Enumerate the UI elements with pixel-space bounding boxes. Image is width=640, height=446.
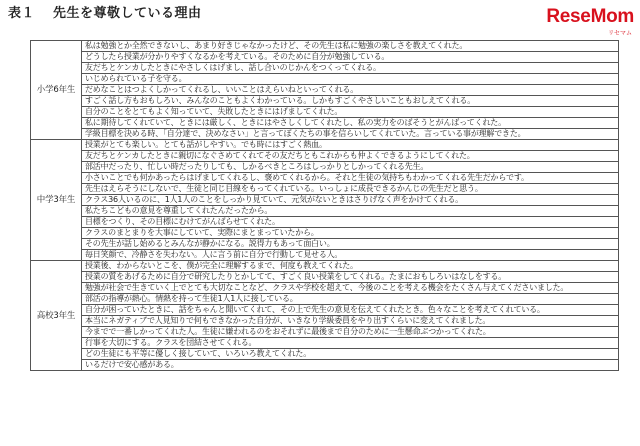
table-row bbox=[31, 217, 619, 228]
table-row bbox=[31, 184, 619, 195]
table-row bbox=[31, 360, 619, 371]
table-title-text: 先生を尊敬している理由 bbox=[53, 6, 202, 21]
table-row bbox=[31, 63, 619, 74]
reasons-table bbox=[30, 40, 619, 371]
reason-cell: 自分が困っていたときに、話をちゃんと聞いてくれて、その上で先生の意見を伝えてくれたとき。色々なことを考えてくれている。 bbox=[82, 305, 619, 316]
table-row bbox=[31, 52, 619, 63]
reason-cell: 勉強が社会で生きていく上でとても大切なことなど、クラスや学校を超えて、今後のことを考える機会をたくさん与えてくださいました。 bbox=[82, 283, 619, 294]
table-row bbox=[31, 250, 619, 261]
reason-cell: いじめられている子を守る。 bbox=[82, 74, 619, 85]
table-row bbox=[31, 305, 619, 316]
grade-label: 高校3年生 bbox=[31, 261, 82, 371]
reason-cell: 授業後、わからないとこを、僕が完全に理解するまで、何度も教えてくれた。 bbox=[82, 261, 619, 272]
resemom-logo[interactable] bbox=[546, 6, 634, 37]
table-row bbox=[31, 272, 619, 283]
table-row bbox=[31, 349, 619, 360]
table-row bbox=[31, 228, 619, 239]
reason-cell: 部活の指導が熱心。情熱を持って生徒1人1人に接している。 bbox=[82, 294, 619, 305]
reason-cell: 私は勉強とか全然できないし、あまり好きじゃなかったけど、その先生は私に勉強の楽しさを教えてくれた。 bbox=[82, 41, 619, 52]
reason-cell: クラス36人いるのに、1人1人のことをしっかり見ていて、元気がないときはさりげなく声をかけてくれる。 bbox=[82, 195, 619, 206]
reason-cell: どの生徒にも平等に優しく接していて、いろいろ教えてくれた。 bbox=[82, 349, 619, 360]
grade-label: 小学6年生 bbox=[31, 41, 82, 140]
reason-cell: その先生が話し始めるとみんなが静かになる。説得力もあって面白い。 bbox=[82, 239, 619, 250]
table-row bbox=[31, 283, 619, 294]
reason-cell: 今までで一番しかってくれた人。生徒に嫌われるのをおそれずに最後まで自分のために一生懸命ぶつかってくれた。 bbox=[82, 327, 619, 338]
reason-cell: だめなことはつよくしかってくれるし、いいことはえらいねといってくれる。 bbox=[82, 85, 619, 96]
reason-cell: 先生はえらそうにしないで、生徒と同じ目線をもってくれている。いっしょに成長できるかんじの先生だと思う。 bbox=[82, 184, 619, 195]
table-row bbox=[31, 206, 619, 217]
table-row bbox=[31, 173, 619, 184]
reason-cell: 目標をつくり、その目標にむけてがんばらせてくれた。 bbox=[82, 217, 619, 228]
reason-cell: 学級目標を決める時、「自分達で、決めなさい」と言ってぼくたちの事を信らいしてくれていた。言っている事が理解できた。 bbox=[82, 129, 619, 140]
table-row bbox=[31, 294, 619, 305]
table-row bbox=[31, 118, 619, 129]
reason-cell: 私たちこどもの意見を尊重してくれたんだったから。 bbox=[82, 206, 619, 217]
reason-cell: 行事を大切にする。クラスを団結させてくれる。 bbox=[82, 338, 619, 349]
grade-label: 中学3年生 bbox=[31, 140, 82, 261]
reason-cell: すごく話し方もおもしろい、みんなのこともよくわかっている。しかもすごくやさしいこともおしえてくれる。 bbox=[82, 96, 619, 107]
reason-cell: 毎日笑顔で、冷静さを失わない。人に言う前に自分で行動して見せる人。 bbox=[82, 250, 619, 261]
table-row bbox=[31, 338, 619, 349]
table-row bbox=[31, 41, 619, 52]
table-row bbox=[31, 96, 619, 107]
reason-cell: クラスのまとまりを大事にしていて、実際にまとまっていたから。 bbox=[82, 228, 619, 239]
reason-cell: 自分のことをとてもよく知っていて、失敗したときにはげましてくれた。 bbox=[82, 107, 619, 118]
reason-cell: 小さいことでも何かあったらはげましてくれるし、褒めてくれるから。それと生徒の気持ちもわかってくれる先生だからです。 bbox=[82, 173, 619, 184]
table-row bbox=[31, 162, 619, 173]
table-row bbox=[31, 129, 619, 140]
logo-text: ReseMom bbox=[546, 6, 634, 27]
table-row bbox=[31, 239, 619, 250]
table-row bbox=[31, 140, 619, 151]
reason-cell: 授業がとても楽しい。とても話がしやすい。でも時にはすごく熱血。 bbox=[82, 140, 619, 151]
reason-cell: 友だちとケンカしたときに親切になぐさめてくれてその友だちともこれからも仲よくできるようにしてくれた。 bbox=[82, 151, 619, 162]
table-row bbox=[31, 261, 619, 272]
table-row bbox=[31, 195, 619, 206]
table-row bbox=[31, 151, 619, 162]
table-title bbox=[8, 2, 202, 21]
reason-cell: 友だちとケンカしたときにやさしくはげまし、話し合いのじかんをつくってくれる。 bbox=[82, 63, 619, 74]
table-number: 表１ bbox=[8, 6, 36, 21]
reason-cell: どうしたら授業が分かりやすくなるかを考えている。そのために自分が勉強している。 bbox=[82, 52, 619, 63]
reason-cell: 授業の質をあげるために自分で研究したりとかしてて、すごく良い授業をしてくれる。たまにおもしろいはなしをする。 bbox=[82, 272, 619, 283]
table-row bbox=[31, 107, 619, 118]
table-row bbox=[31, 85, 619, 96]
reason-cell: 本当にネガティブで人見知りで何もできなかった自分が、いきなり学級委員をやり出すくらいに変えてくれました。 bbox=[82, 316, 619, 327]
reason-cell: いるだけで安心感がある。 bbox=[82, 360, 619, 371]
reason-cell: 私に期待してくれていて、ときには厳しく、ときにはやさしくしてくれたし、私の実力をのばそうとがんばってくれた。 bbox=[82, 118, 619, 129]
table-row bbox=[31, 316, 619, 327]
table-row bbox=[31, 74, 619, 85]
reason-cell: 部活中だったり、忙しい時だったりしても、しかるべきところはしっかりとしかってくれる先生。 bbox=[82, 162, 619, 173]
logo-kana: リセマム bbox=[608, 31, 632, 37]
table-row bbox=[31, 327, 619, 338]
